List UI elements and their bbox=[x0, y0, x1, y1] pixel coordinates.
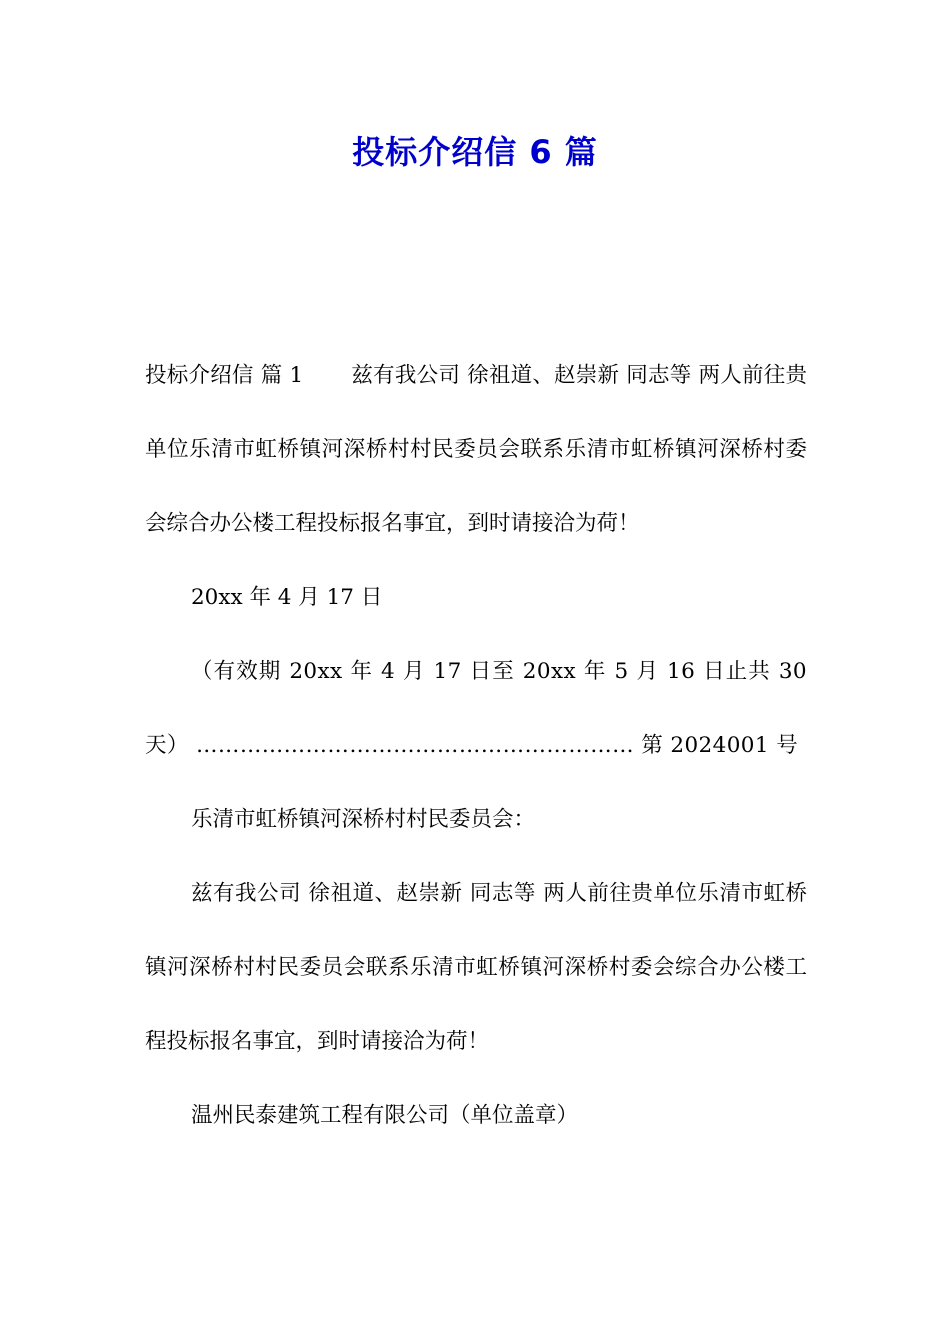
letter-1-body: 兹有我公司 徐祖道、赵崇新 同志等 两人前往贵单位乐清市虹桥镇河深桥村村民委员会联系乐清市虹桥镇河深桥村委会综合办公楼工程投标报名事宜，到时请接洽为荷！ bbox=[145, 363, 807, 536]
letter-1-paragraph bbox=[145, 339, 807, 561]
letter-date: 20xx 年 4 月 17 日 bbox=[191, 585, 383, 610]
letter-body: 兹有我公司 徐祖道、赵崇新 同志等 两人前往贵单位乐清市虹桥镇河深桥村村民委员会联系乐清市虹桥镇河深桥村委会综合办公楼工程投标报名事宜，到时请接洽为荷！ bbox=[145, 881, 807, 1054]
document-title: 投标介绍信 6 篇 bbox=[352, 133, 598, 171]
document-body bbox=[145, 339, 807, 1153]
addressee: 乐清市虹桥镇河深桥村村民委员会： bbox=[191, 807, 536, 832]
letter-1-heading: 投标介绍信 篇 1 bbox=[145, 363, 304, 388]
signature-line: 温州民泰建筑工程有限公司（单位盖章） bbox=[191, 1103, 579, 1128]
validity-line: （有效期 20xx 年 4 月 17 日至 20xx 年 5 月 16 日止共 30 天） …………………………………………………… 第 2024001 号 bbox=[145, 659, 807, 758]
